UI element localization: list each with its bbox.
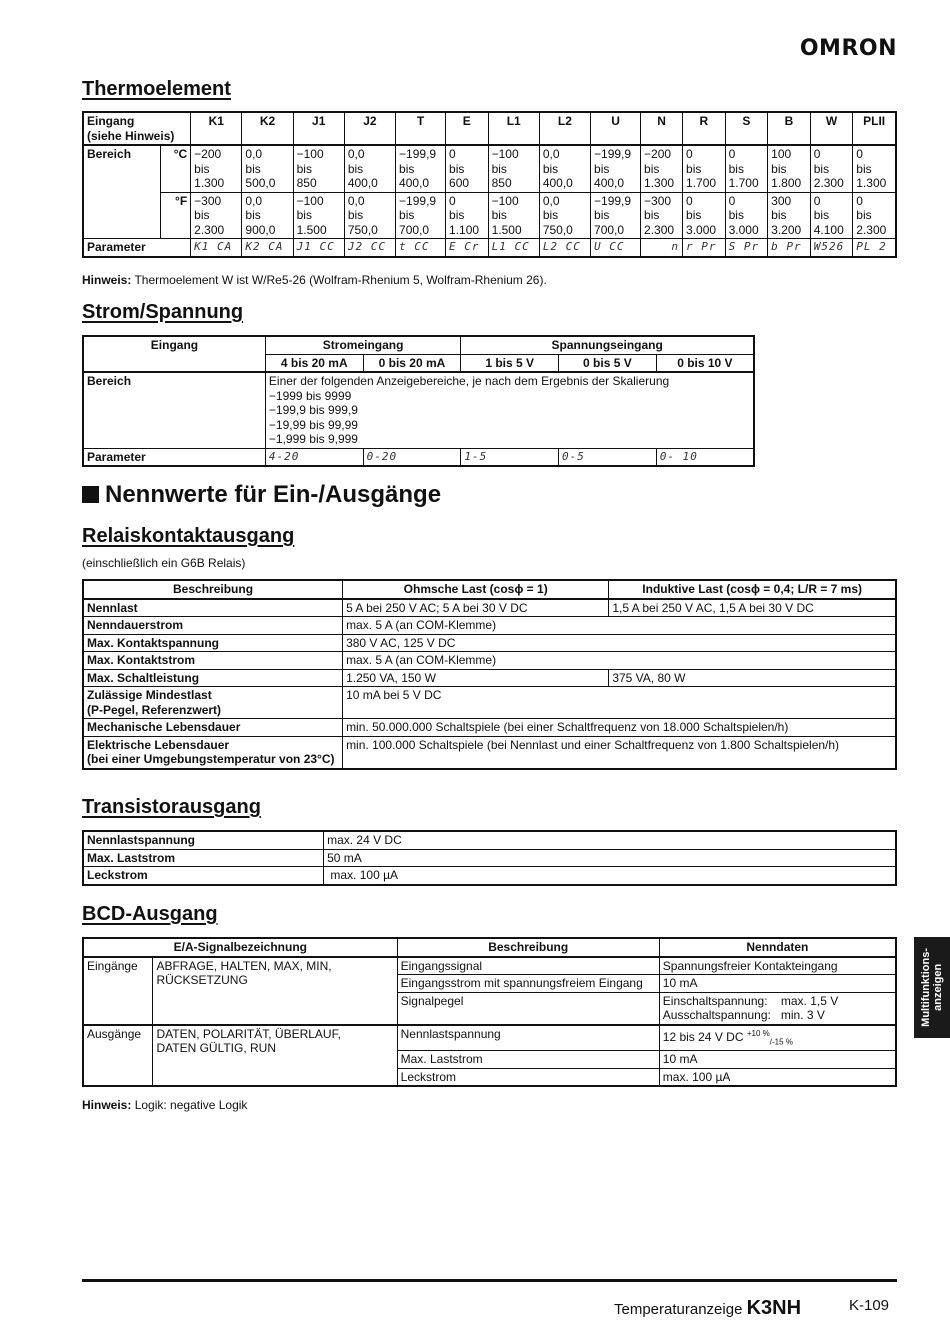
- thermo-f-value: 0,0 bis 750,0: [539, 192, 590, 239]
- bcd-row-value-text: Spannungsfreier Kontakteingang: [662, 958, 838, 973]
- thermo-f-value: 0 bis 2.300: [853, 192, 896, 239]
- thermo-c-value: −199,9 bis 400,0: [591, 145, 641, 192]
- transistor-row-value: max. 24 V DC: [324, 831, 896, 849]
- bcd-table: [82, 937, 897, 1087]
- bcd-row: [83, 1025, 896, 1051]
- thermo-f-value: −100 bis 1.500: [488, 192, 539, 239]
- strom-bereich-text: Einer der folgenden Anzeigebereiche, je nach dem Ergebnis der Skalierung −1999 bis 9999 −199,9 bis 999,9 −19,99 bis 99,99 −1,999 bis 9,999: [265, 372, 754, 448]
- relais-h-beschreibung: Beschreibung: [83, 580, 343, 599]
- thermo-f-value: 0 bis 4.100: [810, 192, 853, 239]
- relais-row-value: max. 5 A (an COM-Klemme): [343, 617, 896, 635]
- thermo-h-type: J2: [344, 112, 395, 145]
- thermo-h-eingang: Eingang (siehe Hinweis): [83, 112, 191, 145]
- thermo-f-unit: °F: [160, 192, 191, 239]
- strom-col-header: 4 bis 20 mA: [265, 354, 363, 372]
- relais-row: [83, 669, 896, 687]
- bcd-row-value: [659, 975, 896, 993]
- bcd-row-value: [659, 1068, 896, 1086]
- transistor-row: [83, 849, 896, 867]
- bcd-row-value-text: Einschaltspannung: max. 1,5 V Ausschaltspannung: min. 3 V: [662, 993, 839, 1022]
- strom-bereich-label: Bereich: [83, 372, 265, 448]
- thermo-c-value: −100 bis 850: [293, 145, 344, 192]
- strom-stromeingang-header: Stromeingang: [265, 336, 460, 354]
- thermo-c-unit: °C: [160, 145, 191, 192]
- omron-logo: OMRON: [799, 36, 897, 61]
- thermo-h-type: PLII: [853, 112, 896, 145]
- thermo-h-type: N: [641, 112, 683, 145]
- bcd-group-signals: DATEN, POLARITÄT, ÜBERLAUF, DATEN GÜLTIG, RUN: [153, 1025, 397, 1087]
- bcd-row: [83, 957, 896, 975]
- thermo-h-type: L1: [488, 112, 539, 145]
- strom-table: [82, 335, 755, 467]
- relais-subtitle: (einschließlich ein G6B Relais): [82, 556, 246, 570]
- bcd-row-desc: Max. Laststrom: [397, 1051, 659, 1069]
- bcd-row-value-text: max. 100 µA: [662, 1069, 731, 1084]
- relais-row-label: Nennlast: [83, 599, 343, 617]
- relais-row-label: Zulässige Mindestlast (P-Pegel, Referenzwert): [83, 687, 343, 719]
- thermo-h-type: J1: [293, 112, 344, 145]
- bcd-row-desc: Leckstrom: [397, 1068, 659, 1086]
- relais-row-label: Nenndauerstrom: [83, 617, 343, 635]
- relais-row-ohm: 5 A bei 250 V AC; 5 A bei 30 V DC: [343, 599, 609, 617]
- footer-model: K3NH: [746, 1297, 802, 1319]
- relais-row: [83, 652, 896, 670]
- transistor-row-label: Max. Laststrom: [83, 849, 324, 867]
- thermo-bereich-label: Bereich: [83, 145, 160, 239]
- thermo-f-value: 0 bis 3.000: [683, 192, 726, 239]
- relais-row-ind: 1,5 A bei 250 V AC, 1,5 A bei 30 V DC: [609, 599, 896, 617]
- transistor-row-label: Nennlastspannung: [83, 831, 324, 849]
- thermo-c-value: −199,9 bis 400,0: [396, 145, 446, 192]
- relais-row-label: Max. Kontaktspannung: [83, 634, 343, 652]
- strom-param-value: 0-5: [559, 448, 657, 466]
- thermo-note-text: Thermoelement W ist W/Re5-26 (Wolfram-Rhenium 5, Wolfram-Rhenium 26).: [134, 273, 547, 287]
- thermo-f-value: 300 bis 3.200: [768, 192, 811, 239]
- transistor-row: [83, 831, 896, 849]
- thermo-table: [82, 111, 897, 258]
- thermo-param-value: L2 CC: [539, 239, 590, 257]
- thermo-c-value: 0 bis 1.700: [725, 145, 768, 192]
- thermo-note-label: Hinweis:: [82, 273, 132, 287]
- bcd-row-desc: Eingangssignal: [397, 957, 659, 975]
- transistor-row-label: Leckstrom: [83, 867, 324, 885]
- thermo-param-value: S Pr: [725, 239, 768, 257]
- thermo-c-value: −200 bis 1.300: [191, 145, 242, 192]
- bcd-row-value: [659, 1051, 896, 1069]
- thermo-c-value: 0 bis 2.300: [810, 145, 853, 192]
- relais-row: [83, 599, 896, 617]
- thermo-param-value: J1 CC: [293, 239, 344, 257]
- relais-title: Relaiskontaktausgang: [82, 525, 295, 547]
- nennwerte-title: [82, 481, 441, 509]
- thermo-c-row: [83, 145, 896, 192]
- bcd-row-value: [659, 957, 896, 975]
- relais-row-ohm: 1.250 VA, 150 W: [343, 669, 609, 687]
- thermo-c-value: 0 bis 1.700: [683, 145, 726, 192]
- bcd-row-desc: Signalpegel: [397, 992, 659, 1025]
- footer-product-label: Temperaturanzeige: [614, 1301, 743, 1318]
- bcd-h-signal: E/A-Signalbezeichnung: [83, 938, 397, 957]
- relais-row-value: max. 5 A (an COM-Klemme): [343, 652, 896, 670]
- bcd-note-text: Logik: negative Logik: [134, 1098, 248, 1112]
- relais-row: [83, 719, 896, 737]
- nennwerte-title-text: Nennwerte für Ein-/Ausgänge: [105, 481, 442, 508]
- thermo-h-type: R: [683, 112, 726, 145]
- strom-title: Strom/Spannung: [82, 301, 244, 323]
- thermo-f-value: 0,0 bis 900,0: [242, 192, 293, 239]
- thermo-param-value: PL 2: [853, 239, 896, 257]
- thermo-c-value: 0,0 bis 400,0: [344, 145, 395, 192]
- thermo-h-type: K2: [242, 112, 293, 145]
- thermo-f-value: 0,0 bis 750,0: [344, 192, 395, 239]
- thermo-c-value: 0,0 bis 500,0: [242, 145, 293, 192]
- bcd-row-value: [659, 1025, 896, 1051]
- thermo-c-value: −100 bis 850: [488, 145, 539, 192]
- bcd-row-value-text: 10 mA: [662, 1052, 698, 1067]
- thermo-param-value: U CC: [591, 239, 641, 257]
- thermo-f-value: −199,9 bis 700,0: [396, 192, 446, 239]
- thermo-c-value: 0,0 bis 400,0: [539, 145, 590, 192]
- strom-param-row: [83, 448, 754, 466]
- thermo-param-value: E Cr: [446, 239, 489, 257]
- thermo-h-type: L2: [539, 112, 590, 145]
- bcd-group-signals: ABFRAGE, HALTEN, MAX, MIN, RÜCKSETZUNG: [153, 957, 397, 1025]
- relais-row-value: 380 V AC, 125 V DC: [343, 634, 896, 652]
- relais-h-induktiv: Induktive Last (cosϕ = 0,4; L/R = 7 ms): [609, 580, 896, 599]
- thermo-param-row: [83, 239, 896, 257]
- thermo-h-type: T: [396, 112, 446, 145]
- thermo-f-value: 0 bis 3.000: [725, 192, 768, 239]
- transistor-table: [82, 830, 897, 886]
- relais-row-label: Max. Kontaktstrom: [83, 652, 343, 670]
- bcd-tolerance-minus: /-15 %: [769, 1036, 793, 1046]
- footer-page-number: K-109: [849, 1297, 890, 1314]
- thermo-param-value: K2 CA: [242, 239, 293, 257]
- relais-row: [83, 617, 896, 635]
- strom-col-header: 0 bis 10 V: [656, 354, 754, 372]
- square-bullet-icon: [82, 486, 99, 503]
- transistor-title: Transistorausgang: [82, 796, 261, 818]
- bcd-row-value-text: 10 mA: [662, 976, 698, 990]
- thermo-h-type: K1: [191, 112, 242, 145]
- relais-row-ind: 375 VA, 80 W: [609, 669, 896, 687]
- thermo-param-value: n: [641, 239, 683, 257]
- bcd-note: [82, 1098, 247, 1112]
- thermo-header-row: [83, 112, 896, 145]
- transistor-row: [83, 867, 896, 885]
- thermo-f-value: −300 bis 2.300: [641, 192, 683, 239]
- thermo-f-value: −199,9 bis 700,0: [591, 192, 641, 239]
- thermo-c-value: 0 bis 600: [446, 145, 489, 192]
- thermo-h-type: B: [768, 112, 811, 145]
- footer-rule: [82, 1279, 897, 1282]
- bcd-row-value-text: 12 bis 24 V DC: [662, 1029, 744, 1044]
- bcd-tolerance-plus: +10 %: [746, 1028, 770, 1038]
- strom-eingang-header: Eingang: [83, 336, 265, 372]
- relais-row-value: min. 50.000.000 Schaltspiele (bei einer Schaltfrequenz von 18.000 Schaltspielen/h): [343, 719, 896, 737]
- thermo-h-type: U: [591, 112, 641, 145]
- bcd-row-desc: Eingangsstrom mit spannungsfreiem Eingang: [397, 975, 659, 993]
- strom-col-header: 1 bis 5 V: [461, 354, 559, 372]
- relais-row-label: Elektrische Lebensdauer (bei einer Umgebungstemperatur von 23°C): [83, 736, 343, 769]
- strom-col-header: 0 bis 5 V: [559, 354, 657, 372]
- thermo-param-value: r Pr: [683, 239, 726, 257]
- thermo-param-value: t CC: [396, 239, 446, 257]
- bcd-group-label: Ausgänge: [83, 1025, 153, 1087]
- transistor-row-value: 50 mA: [324, 849, 896, 867]
- thermo-h-type: E: [446, 112, 489, 145]
- thermo-param-value: L1 CC: [488, 239, 539, 257]
- bcd-h-nenndaten: Nenndaten: [659, 938, 896, 957]
- thermo-param-label: Parameter: [83, 239, 191, 257]
- thermo-param-value: b Pr: [768, 239, 811, 257]
- thermo-f-value: 0 bis 1.100: [446, 192, 489, 239]
- relais-table: [82, 579, 897, 770]
- thermo-title: Thermoelement: [82, 78, 231, 100]
- relais-row-label: Max. Schaltleistung: [83, 669, 343, 687]
- strom-param-value: 0-20: [363, 448, 461, 466]
- bcd-row-value: [659, 992, 896, 1025]
- strom-param-value: 4-20: [265, 448, 363, 466]
- thermo-c-value: 100 bis 1.800: [768, 145, 811, 192]
- thermo-c-value: −200 bis 1.300: [641, 145, 683, 192]
- relais-row-label: Mechanische Lebensdauer: [83, 719, 343, 737]
- thermo-param-value: K1 CA: [191, 239, 242, 257]
- footer-product: [614, 1297, 801, 1320]
- thermo-param-value: J2 CC: [344, 239, 395, 257]
- side-tab: [914, 937, 950, 1038]
- relais-row: [83, 687, 896, 719]
- thermo-c-value: 0 bis 1.300: [853, 145, 896, 192]
- strom-col-header: 0 bis 20 mA: [363, 354, 461, 372]
- relais-row-value: 10 mA bei 5 V DC: [343, 687, 896, 719]
- bcd-row-desc: Nennlastspannung: [397, 1025, 659, 1051]
- strom-param-value: 0- 10: [656, 448, 754, 466]
- thermo-f-row: [83, 192, 896, 239]
- thermo-f-value: −300 bis 2.300: [191, 192, 242, 239]
- transistor-row-value: max. 100 µA: [324, 867, 896, 885]
- relais-row-value: min. 100.000 Schaltspiele (bei Nennlast und einer Schaltfrequenz von 1.800 Schaltspielen/h): [343, 736, 896, 769]
- thermo-f-value: −100 bis 1.500: [293, 192, 344, 239]
- strom-param-label: Parameter: [83, 448, 265, 466]
- relais-h-ohmsch: Ohmsche Last (cosϕ = 1): [343, 580, 609, 599]
- bcd-note-label: Hinweis:: [82, 1098, 132, 1112]
- thermo-note: [82, 273, 547, 287]
- bcd-title: BCD-Ausgang: [82, 903, 218, 925]
- thermo-param-value: W526: [810, 239, 853, 257]
- bcd-group-label: Eingänge: [83, 957, 153, 1025]
- strom-spannungseingang-header: Spannungseingang: [461, 336, 754, 354]
- bcd-h-beschreibung: Beschreibung: [397, 938, 659, 957]
- thermo-h-type: W: [810, 112, 853, 145]
- side-tab-label: Multifunktions- anzeigen: [920, 948, 944, 1027]
- relais-row: [83, 634, 896, 652]
- thermo-h-type: S: [725, 112, 768, 145]
- relais-row: [83, 736, 896, 769]
- strom-param-value: 1-5: [461, 448, 559, 466]
